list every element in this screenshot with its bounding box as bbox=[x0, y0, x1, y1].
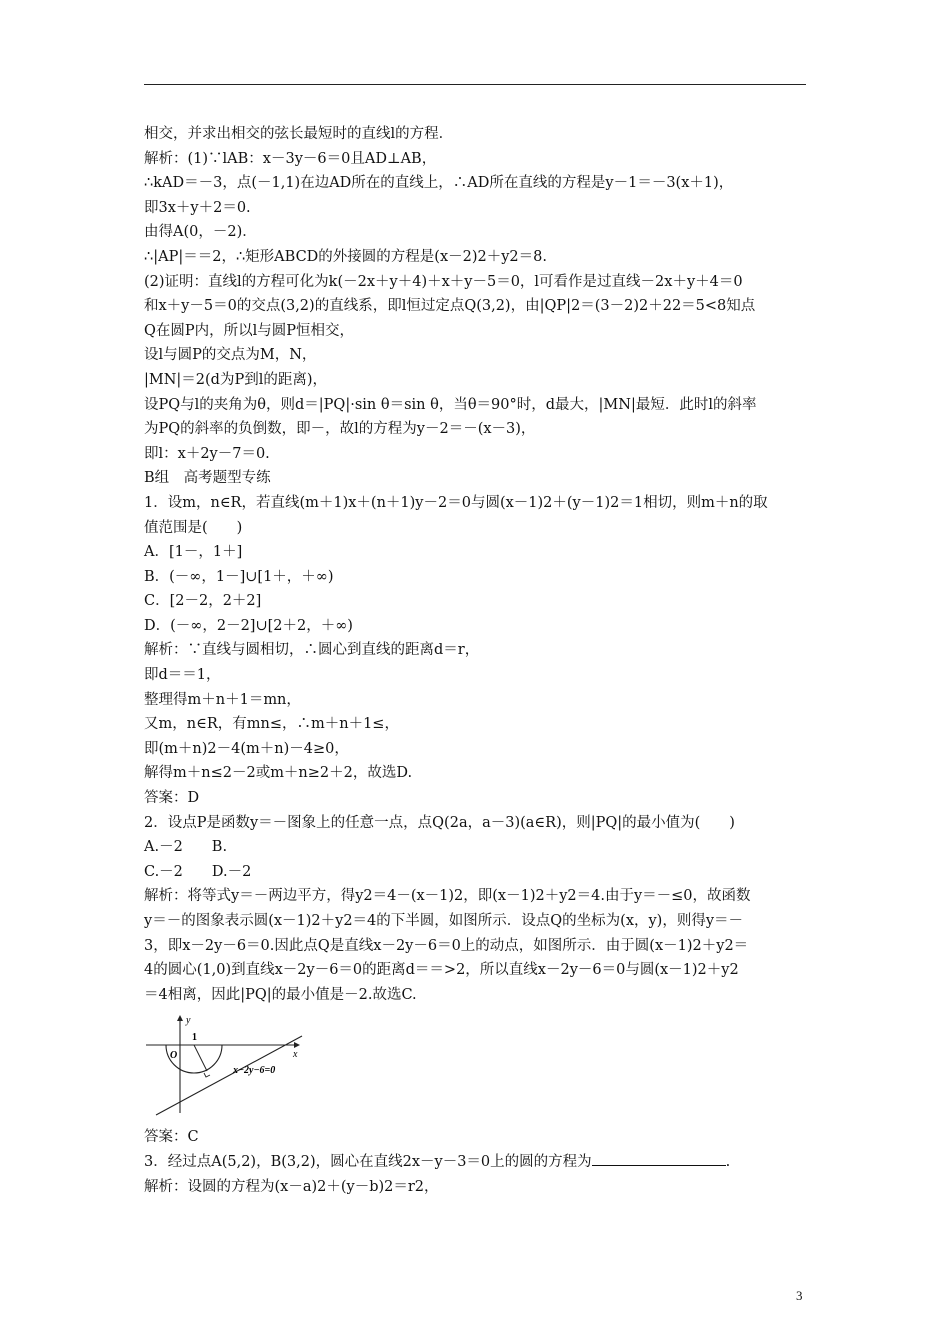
text-line: A．[1－，1＋] bbox=[144, 544, 243, 561]
x-axis-arrow bbox=[294, 1042, 300, 1048]
text-line: 为PQ的斜率的负倒数，即－，故l的方程为y－2＝－(x－3)， bbox=[144, 421, 536, 438]
text-line: 即d＝＝1， bbox=[144, 667, 221, 684]
line-x-2y-6 bbox=[156, 1036, 302, 1115]
label-y: y bbox=[186, 1015, 191, 1027]
text-line: 即3x＋y＋2＝0. bbox=[144, 199, 251, 216]
text-line: y＝－的图象表示圆(x－1)2＋y2＝4的下半圆，如图所示．设点Q的坐标为(x，y)，则得y＝－ bbox=[144, 913, 744, 929]
text-line: 设l与圆P的交点为M，N， bbox=[144, 347, 317, 364]
text-line: Q在圆P内，所以l与圆P恒相交， bbox=[144, 322, 355, 339]
text-line: 相交，并求出相交的弦长最短时的直线l的方程． bbox=[144, 126, 454, 142]
header-rule bbox=[144, 84, 806, 85]
text-line: 即(m＋n)2－4(m＋n)－4≥0， bbox=[144, 740, 349, 757]
label-line-equation: x−2y−6=0 bbox=[233, 1065, 276, 1077]
page-number: 3 bbox=[796, 1288, 803, 1303]
text-line: 整理得m＋n＋1＝mn， bbox=[144, 691, 301, 708]
text-line: 解得m＋n≤2－2或m＋n≥2＋2，故选D. bbox=[144, 765, 413, 782]
text-line: 即l：x＋2y－7＝0. bbox=[144, 445, 270, 462]
text-line: 解析：∵直线与圆相切，∴圆心到直线的距离d＝r， bbox=[144, 642, 480, 659]
question-3-line bbox=[144, 1150, 808, 1175]
text-line: B．(－∞，1－]∪[1＋，＋∞) bbox=[144, 568, 334, 585]
text-line: 2．设点P是函数y＝－图象上的任意一点，点Q(2a，a－3)(a∈R)，则|PQ|的最小值为( ) bbox=[144, 814, 735, 831]
text-line: 4的圆心(1,0)到直线x－2y－6＝0的距离d＝＝>2，所以直线x－2y－6＝0与圆(x－1)2＋y2 bbox=[144, 962, 739, 979]
right-angle-mark bbox=[204, 1073, 210, 1077]
text-line: 3，即x－2y－6＝0.因此点Q是直线x－2y－6＝0上的动点，如图所示．由于圆(x－1)2＋y2＝ bbox=[144, 937, 749, 954]
text-line: D．(－∞，2－2]∪[2＋2，＋∞) bbox=[144, 617, 353, 634]
text-line: 解析：(1)∵lAB：x－3y－6＝0且AD⊥AB， bbox=[144, 150, 437, 167]
y-axis-arrow bbox=[177, 1015, 183, 1021]
text-line: C．[2－2，2＋2] bbox=[144, 593, 262, 610]
text-line: (2)证明：直线l的方程可化为k(－2x＋y＋4)＋x＋y－5＝0，l可看作是过直线－2x＋y＋4＝0 bbox=[144, 273, 743, 290]
circle-line-figure bbox=[144, 1013, 808, 1118]
question-3-end: . bbox=[725, 1153, 731, 1170]
text-line: |MN|＝2(d为P到l的距离)， bbox=[144, 371, 328, 388]
text-line: 1．设m，n∈R，若直线(m＋1)x＋(n＋1)y－2＝0与圆(x－1)2＋(y－1)2＝1相切，则m＋n的取 bbox=[144, 494, 768, 511]
label-one: 1 bbox=[192, 1032, 197, 1044]
text-block-b bbox=[144, 1125, 808, 1150]
text-block-a bbox=[144, 122, 808, 1007]
text-line: ∴|AP|＝＝2，∴矩形ABCD的外接圆的方程是(x－2)2＋y2＝8. bbox=[144, 248, 547, 265]
text-line: ＝4相离，因此|PQ|的最小值是－2.故选C. bbox=[144, 986, 417, 1003]
text-line: C.－2 D.－2 bbox=[144, 863, 252, 880]
text-line: 值范围是( ) bbox=[144, 519, 243, 536]
text-line: 解析：将等式y＝－两边平方，得y2＝4－(x－1)2，即(x－1)2＋y2＝4.由于y＝－≤0，故函数 bbox=[144, 888, 751, 905]
text-block-c bbox=[144, 1175, 808, 1200]
text-line: 答案：D bbox=[144, 790, 200, 807]
text-line: B组 高考题型专练 bbox=[144, 470, 271, 487]
text-line: 设PQ与l的夹角为θ，则d＝|PQ|·sin θ＝sin θ，当θ＝90°时，d最大，|MN|最短．此时l的斜率 bbox=[144, 396, 757, 413]
text-line: 答案：C bbox=[144, 1129, 199, 1146]
text-line: A.－2 B. bbox=[144, 839, 228, 856]
text-line: 解析：设圆的方程为(x－a)2＋(y－b)2＝r2， bbox=[144, 1178, 439, 1195]
perpendicular-segment bbox=[194, 1045, 207, 1071]
document-body bbox=[144, 122, 808, 1199]
label-origin: O bbox=[170, 1050, 178, 1062]
question-3-text: 3．经过点A(5,2)，B(3,2)，圆心在直线2x－y－3＝0上的圆的方程为 bbox=[144, 1153, 592, 1170]
figure-svg bbox=[144, 1013, 314, 1118]
answer-blank bbox=[592, 1151, 726, 1166]
text-line: ∴kAD＝－3，点(－1,1)在边AD所在的直线上，∴AD所在直线的方程是y－1＝－3(x＋1)， bbox=[144, 175, 734, 192]
text-line: 由得A(0，－2)． bbox=[144, 224, 257, 241]
text-line: 又m，n∈R，有mn≤，∴m＋n＋1≤， bbox=[144, 716, 399, 733]
text-line: 和x＋y－5＝0的交点(3,2)的直线系，即l恒过定点Q(3,2)，由|QP|2＝(3－2)2＋22＝5<8知点 bbox=[144, 298, 756, 315]
label-x: x bbox=[293, 1049, 298, 1061]
